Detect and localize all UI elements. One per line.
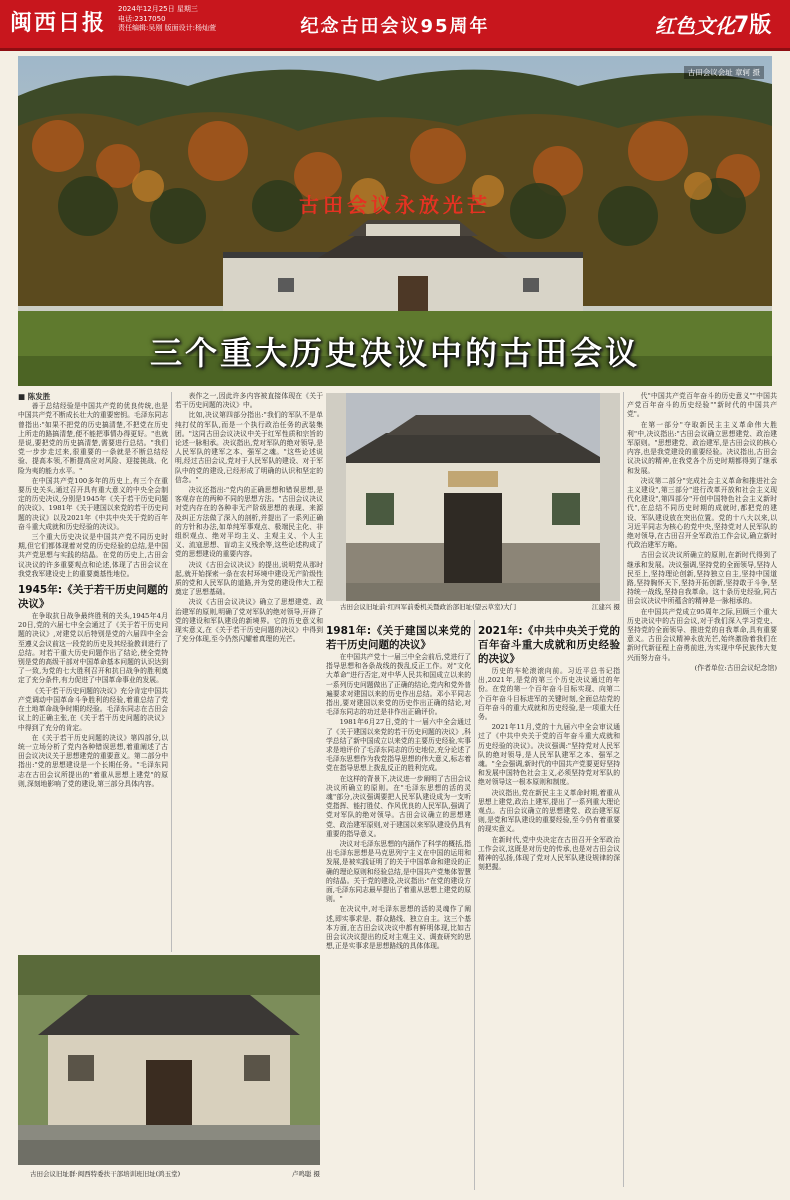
- column-divider: [474, 620, 475, 1190]
- article-paragraph: 在中国共产党十一届三中全会前后,党进行了指导思想和各条战线的拨乱反正工作。对"文化大革命"进行否定,对中华人民共和国成立以来的一系列历史问题做出了正确的结论,党内和党外普遍要求对建国以来的历史作出总结。邓小平同志指出,要对建国以来党的历史作出正确的结论,对毛泽东同志的功过是非作出正确评价。: [326, 653, 471, 717]
- article-paragraph: 决议《古田会议决议》的提出,说明党从那时起,就开始探索一条在农村环境中建设无产阶级性质的党和人民军队的道路,并为党的建设伟大工程奠定了思想基础。: [175, 560, 323, 597]
- masthead: 闽西日报: [10, 11, 107, 36]
- phone-line: 电话:2317050: [118, 14, 166, 23]
- article-column-3: [326, 620, 471, 1190]
- article-paragraph: 1981年6月27日,党的十一届六中全会通过了《关于建国以来党的若干历史问题的决议》,科学总结了新中国成立以来党的主要历史经验,实事求是地评价了毛泽东同志的历史地位,充分论述了毛泽东思想作为我党指导思想的伟大意义,标志着党在指导思想上拨乱反正的胜利完成。: [326, 718, 471, 773]
- photo1-caption-text: 古田会议旧址前·红四军前委机关暨政治部旧址(望云草室)大门: [340, 603, 517, 611]
- subheading-1945: 1945年:《关于若干历史问题的决议》: [18, 584, 168, 611]
- section-title: 纪念古田会议95周年: [300, 16, 490, 37]
- subheading-2021: 2021年:《中共中央关于党的百年奋斗重大成就和历史经验的决议》: [478, 625, 620, 665]
- article-paragraph: 善于总结经验是中国共产党的优良传统,也是中国共产党不断成长壮大的重要密钥。毛泽东同志曾指出:"如果不把党的历史搞清楚,不把党在历史上所走的路搞清楚,便不能把事情办得更好。"也就是说,要把党的历史搞清楚,需要进行总结。"我们党一步步走过来,很重要的一条就是不断总结经验、提高本领,不断提高应对风险、迎接挑战、化险为夷的能力水平。": [18, 402, 168, 475]
- building-illustration-2: [18, 955, 320, 1165]
- article-paragraph: 历史的车轮滚滚向前。习近平总书记指出,2021年,是党的第三个历史决议通过的年份。在党的第一个百年奋斗目标实现、向第二个百年奋斗目标进军的关键时刻,全面总结党的百年奋斗的重大成就和历史经验,是一项重大任务。: [478, 667, 620, 722]
- article-column-2: [175, 392, 323, 952]
- article-paragraph: 在这样的背景下,决议进一步阐明了古田会议决议所确立的原则。在"毛泽东思想的活的灵魂"部分,决议强调要把人民军队建设成为一支听党指挥、能打胜仗、作风优良的人民军队,强调了党对军队的绝对领导。古田会议确立的思想建党、政治建军原则,对于建国以来军队建设仍具有重要的指导意义。: [326, 774, 471, 838]
- building-illustration-1: [326, 393, 620, 601]
- article-paragraph: 决议第二部分"完成社会主义革命和推进社会主义建设",第三部分"进行改革开放和社会主义现代化建设",第四部分"开创中国特色社会主义新时代",在总结不同历史时期的成就时,都把党的建设、军队建设放在突出位置。党的十八大以来,以习近平同志为核心的党中央,坚持党对人民军队的绝对领导,在古田召开全军政治工作会议,确立新时代政治建军方略。: [627, 476, 777, 550]
- page-header: [0, 0, 790, 48]
- photo-hongyutang: [18, 955, 320, 1165]
- article-column-5: [627, 392, 777, 1187]
- article-paragraph: 决议还指出:"党内的正确思想和错误思想,是客观存在的两种不同的思想方法。"古田会议决议对党内存在的各种非无产阶级思想的表现、来源及纠正方法做了深入的剖析,并提出了一系列正确的方针和办法,如单纯军事观点、极端民主化、非组织观点、绝对平均主义、主观主义、个人主义、流寇思想、盲动主义残余等,这些论述构成了党的思想建设的重要内容。: [175, 486, 323, 559]
- column-divider: [171, 392, 172, 952]
- article-column-4: [478, 620, 620, 1190]
- header-rule: [0, 48, 790, 51]
- article-paragraph: 决议指出,党在新民主主义革命时期,着重从思想上建党,政治上建军,提出了一系列重大理论观点。古田会议确立的思想建党、政治建军原则,是党和军队建设的重要经验,至今仍有着重要的现实意义。: [478, 788, 620, 834]
- photo1-caption: [340, 603, 620, 613]
- article-paragraph: 代"中国共产党百年奋斗的历史意义""中国共产党百年奋斗的历史经验""新时代的中国共产党"。: [627, 392, 777, 419]
- article-paragraph: 在中国共产党100多年的历史上,有三个在重要历史关头,通过召开具有重大意义的中央全会制定的历史决议,分别是1945年《关于若干历史问题的决议》、1981年《关于建国以来党的若干历史问题的决议》以及2021年《中共中央关于党的百年奋斗重大成就和历史经验的决议》。: [18, 476, 168, 531]
- article-paragraph: 比如,决议第四部分指出:"我们的军队不是单纯打仗的军队,而是一个执行政治任务的武装集团。"这同古田会议决议中关于红军性质和宗旨的论述一脉相承。决议指出,党对军队的绝对领导,是人民军队的建军之本、强军之魂。"这些论述说明,经过古田会议,党对于人民军队的建设、对于军队中的党的建设,已经形成了明确的认识和坚定的信念。": [175, 411, 323, 484]
- editor-line: 责任编辑:吴刚 版面设计:杨灿萱: [118, 24, 216, 32]
- subheading-1981: 1981年:《关于建国以来党的若干历史问题的决议》: [326, 625, 471, 651]
- article-paragraph: 在决议中,对毛泽东思想的活的灵魂作了阐述,即实事求是、群众路线、独立自主。这三个基本方面,在古田会议决议中都有鲜明体现,比如古田会议决议提出的反对主观主义、调查研究的思想,正是实事求是思想路线的具体体现。: [326, 905, 471, 951]
- photo1-credit: 江建兴 摄: [591, 603, 620, 611]
- article-paragraph: 在中国共产党成立95周年之际,回顾三个重大历史决议中的古田会议,对于我们深入学习党史、坚持党的全面领导、推进党的自我革命,具有重要意义。古田会议精神永放光芒,始终激励着我们在新时代新征程上奋勇前进,为实现中华民族伟大复兴而努力奋斗。: [627, 607, 777, 662]
- article-paragraph: 在《关于若干历史问题的决议》第四部分,以统一立场分析了党内各种错误思想,着重阐述了古田会议决议关于思想建党的重要意义。第二部分中指出:"党的思想建设是一个长期任务。"毛泽东同志在古田会议所提出的"着重从思想上建党"的原则,深刻地影响了党的建设,第三部分具体内容。: [18, 733, 168, 788]
- article-paragraph: 2021年11月,党的十九届六中全会审议通过了《中共中央关于党的百年奋斗重大成就和历史经验的决议》。决议强调:"坚持党对人民军队的绝对领导,是人民军队建军之本、强军之魂。"全会强调,新时代的中国共产党要更好坚持和发展中国特色社会主义,必须坚持党对军队的绝对领导这一根本原则和制度。: [478, 723, 620, 787]
- photo-wangyun-caoshi: [326, 393, 620, 601]
- author-affiliation: (作者单位:古田会议纪念馆): [694, 663, 777, 672]
- article-paragraph: 《关于若干历史问题的决议》充分肯定中国共产党调动中国革命斗争胜利的经验,着重总结了党在土地革命战争时期的经验。毛泽东同志在古田会议上的正确主张,在《关于若干历史问题的决议》中得到了充分的肯定。: [18, 686, 168, 732]
- article-paragraph: 表作之一,因此许多内容被直接体现在《关于若干历史问题的决议》中。: [175, 392, 323, 410]
- article-paragraph: 三个重大历史决议是中国共产党不同历史时期,但它们都体现着对党的历史经验的总结,是中国共产党思想与实践的结晶。在党的历史上,古田会议决议的许多重要观点和论述,体现了古田会议在我党我军建设史上的重要奠基性地位。: [18, 533, 168, 578]
- article-paragraph: 在第一部分"夺取新民主主义革命伟大胜利"中,决议指出:"古田会议确立思想建党、政治建军原则。"思想建党、政治建军,是古田会议的核心内容,也是我党建设的重要经验。决议指出,古田会议决议的精神,在我党各个历史时期都得到了继承和发展。: [627, 420, 777, 475]
- byline: ■ 陈发胜: [18, 392, 51, 401]
- article-paragraph: 决议对毛泽东思想的内涵作了科学的概括,指出毛泽东思想是马克思列宁主义在中国的运用和发展,是被实践证明了的关于中国革命和建设的正确的理论原则和经验总结,是中国共产党集体智慧的结晶。关于党的建设,决议指出:"在党的建设方面,毛泽东同志最早提出了着重从思想上建党的原则。": [326, 840, 471, 904]
- article-paragraph: 决议《古田会议决议》确立了思想建党、政治建军的原则,明确了党对军队的绝对领导,开辟了党的建设和军队建设的新境界。它的历史意义和现实意义,在《关于若干历史问题的决议》中得到了充分体现,至今仍然闪耀着真理的光芒。: [175, 598, 323, 644]
- page-headline: 三个重大历史决议中的古田会议: [149, 334, 640, 372]
- column-name: 红色文化: [655, 14, 735, 38]
- article-paragraph: 在争取抗日战争最终胜利的关头,1945年4月20日,党的六届七中全会通过了《关于若干历史问题的决议》,对建党以后特别是党的六届四中全会至遵义会议前这一段党的历史及其经验教训进行了总结。对若干重大历史问题作出了结论,使全党特别是党的高级干部对中国革命基本问题的认识达到了一致,为党的七大胜利召开和抗日战争的胜利奠定了充分条件,有力促进了中国革命事业的发展。: [18, 612, 168, 685]
- photo2-caption-text: 古田会议旧址群·闽西特委扶干部培训班旧址(鸿玉堂): [30, 1170, 181, 1178]
- column-divider: [623, 392, 624, 1187]
- photo2-caption: [30, 1170, 320, 1180]
- hero-banner-text: 古田会议永放光芒: [299, 193, 491, 217]
- article-paragraph: 在新时代,党中央决定在古田召开全军政治工作会议,这既是对历史的传承,也是对古田会议精神的弘扬,体现了党对人民军队建设规律的深刻把握。: [478, 835, 620, 872]
- hero-credit: 古田会议会址 章轲 摄: [684, 66, 764, 79]
- date-line: 2024年12月25日 星期三: [118, 5, 198, 13]
- page-number: 7版: [734, 13, 772, 38]
- article-paragraph: 古田会议决议所确立的原则,在新时代得到了继承和发展。决议强调,坚持党的全面领导,坚持人民至上,坚持理论创新,坚持独立自主,坚持中国道路,坚持胸怀天下,坚持开拓创新,坚持敢于斗争,坚持统一战线,坚持自我革命。这十条历史经验,同古田会议决议中所蕴含的精神是一脉相承的。: [627, 551, 777, 606]
- hero-photo: [18, 56, 772, 386]
- photo2-credit: 卢鸣聪 摄: [291, 1170, 320, 1178]
